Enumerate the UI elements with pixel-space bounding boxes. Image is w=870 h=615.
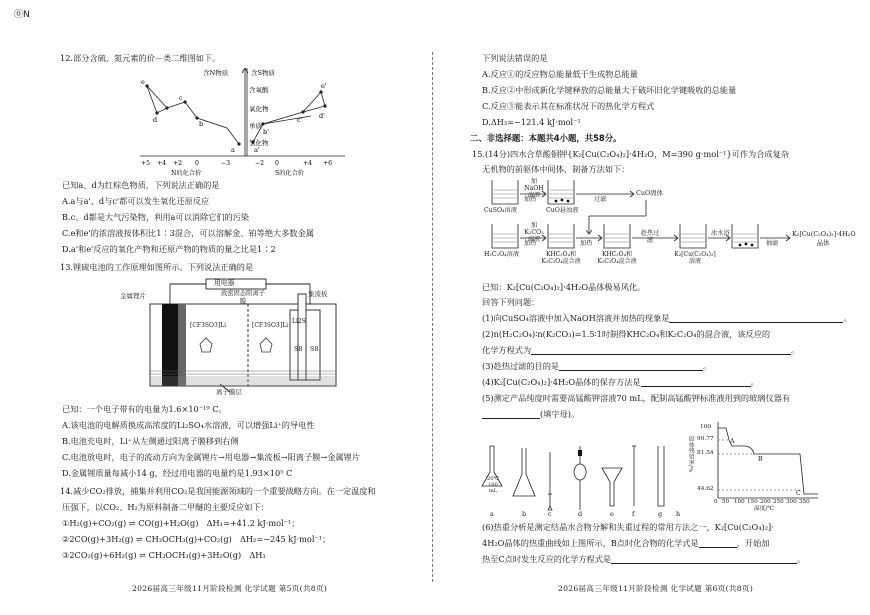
xlabel-n: N的化合价 [171,170,202,177]
membrane-label: 致密固态阳离子膜 [220,290,266,305]
svg-text:0: 0 [275,160,279,167]
page-divider [432,52,433,582]
ylabel-element: 单质 [249,122,262,130]
q12-option-d: D.a'和e'反应的氧化产物和还原产物的物质的量之比是1∶2 [62,244,276,254]
q15-part5-line1: (5)测定产品纯度时需要高锰酸钾溶液70 mL，配制高锰酸钾标准液用到的玻璃仪器有 [482,393,791,403]
q15-stem-2: 无机物的前驱体中间体，制备方法如下： [482,164,630,174]
point-d-prime: d' [319,112,325,120]
q15-part6-line3: 热至C点时发生反应的化学方程式是 。 [482,554,806,564]
q14-stem-1: 14.减少CO₂排放，捕集并利用CO₂是我国能源领域的一个重要战略方向。在一定温度和 [60,486,376,496]
section-2-heading: 二、非选择题：本题共4小题，共58分。 [470,133,622,143]
answer-blank-6a[interactable] [699,539,737,548]
ylabel-acid: 含氧酸 [249,86,269,94]
q14-option-d: D.ΔH₃=−121.4 kJ·mol⁻¹ [482,117,581,127]
tga-point-a: A [730,438,735,445]
q13-battery-diagram [120,276,380,398]
q15-part5-line2: (填字母)。 [482,409,579,419]
point-e: e [141,78,145,86]
point-d: d [153,116,158,124]
answer-blank-5[interactable] [482,410,540,419]
answer-blank-4[interactable] [641,378,751,387]
ylabel-hydride: 氢化物 [249,139,269,147]
svg-text:−2: −2 [255,160,265,167]
point-a: a [231,146,235,154]
q15-part1: (1)向CuSO₄溶液中加入NaOH溶液并加热的现象是 。 [482,313,852,323]
q14-reaction-3: ③2CO₂(g)+6H₂(g) ⇌ CH₃OCH₃(g)+3H₂O(g) ΔH₃ [62,550,266,560]
q14-reaction-1: ①H₂(g)+CO₂(g) ⇌ CO(g)+H₂O(g) ΔH₁=+41.2 kJ·mol⁻¹； [62,518,300,528]
svg-text:−3: −3 [221,160,231,167]
svg-text:+5: +5 [141,160,151,167]
right-footer: 2026届高三年级11月阶段检测 化学试题 第6页(共8页) [558,584,754,593]
q15-part4: (4)K₂[Cu(C₂O₄)₂]·4H₂O晶体的保存方法是 。 [482,377,759,387]
q15-flow-diagram: 加NaOH溶液 加热 过滤 CuO固体 CuSO₄溶液 CuO悬浊液 加K₂CO₃溶液 加热 加热 趁热过滤 冰水浴 抽滤 H₂C₂O₄溶液 KHC₂O₄和K₂C₂O₄混合液 KHC₂O₄和K₂C₂O₄混合液 K₂[Cu(C₂O₄)₂]溶液 K₂[Cu(C₂O₄)₂]·4H₂O晶体 [484,178,856,265]
q12-option-b: B.c、d都是大气污染物，利用a可以消除它们的污染 [62,212,250,222]
tga-point-c: C [796,490,801,497]
point-c-prime: c' [297,116,303,124]
s8-label-left: S8 [294,346,303,353]
point-b: b [199,120,204,128]
svg-text:+6: +6 [323,160,333,167]
answer-blank-3[interactable] [559,362,703,371]
flask-label: 20℃ 100 mL [487,476,499,494]
q14-stem-2: 压强下，以CO₂、H₂为原料制备二甲醚的主要反应如下： [62,502,269,512]
device-label: 用电器 [214,279,235,287]
left-footer: 2026届高三年级11月阶段检测 化学试题 第5页(共8页) [132,584,328,593]
electrolyte-label-right: [CF3SO3]Li [252,322,289,329]
q14-reaction-2: ②2CO(g)+3H₂(g) ⇌ CH₃OCH₃(g)+CO₂(g) ΔH₂=−245 kJ·mol⁻¹； [62,534,331,544]
q15-known: 已知：K₂[Cu(C₂O₄)₂]·4H₂O晶体极易风化。 [482,282,646,292]
tga-xlabel: 温度/℃ [754,506,775,512]
ylabel-s: 含S物质 [251,69,275,77]
s8-label-right: S8 [310,346,319,353]
q15-part6-line1: (6)热重分析是测定结晶水合物分解和失重过程的常用方法之一，K₂[Cu(C₂O₄)₂]· [482,522,774,532]
q12-valence-graph [135,64,350,180]
answer-blank-6b[interactable] [611,555,797,564]
q12-option-a: A.a与a'、d与c'都可以发生氧化还原反应 [62,196,210,206]
li2s-label: Li2S [292,318,306,325]
q12-stem: 12.部分含硫、氮元素的价－类二维图如下。 [60,53,221,63]
q15-part2-line1: (2)n(H₂C₂O₄)∶n(K₂CO₃)=1.5∶1时制得KHC₂O₄和K₂C₂O₄的混合液，该反应的 [482,329,771,339]
q13-intro: 已知：一个电子带有的电量为1.6×10⁻¹⁹ C。 [62,404,227,414]
q15-part3: (3)趁热过滤的目的是 。 [482,361,712,371]
point-b-prime: b' [263,128,269,136]
point-c: c [179,94,183,102]
ylabel-n: 含N物质 [203,69,229,77]
ylabel-oxide: 氧化物 [249,105,269,113]
svg-text:+2: +2 [173,160,183,167]
q14-option-a: A.反应①的反应物总能量低于生成物总能量 [482,69,638,79]
q13-option-c: C.电池放电时，电子的流动方向为金属锂片→用电器→集流板→阳离子膜→金属锂片 [62,452,361,462]
q15-stem-1: 15.(14分)四水合草酸铜钾{K₂[Cu(C₂O₄)₂]·4H₂O，M=390 g·mol⁻¹}可作为合成复杂 [472,149,789,159]
q12-intro: 已知a、d为红棕色物质，下列说法正确的是 [62,180,220,190]
tga-ylabel: 固体残留率/% [687,436,694,473]
q12-option-c: C.e和e'的浓溶液按体积比1∶3混合，可以溶解金、铂等绝大多数金属 [62,228,314,238]
corner-mark: ⓪N [14,10,30,20]
apparatus-row: 20℃ 100 mL a b c d e f g h [480,440,680,520]
q13-option-a: A.该电池的电解质换成高浓度的Li₂SO₄水溶液，可以增强Li⁺的导电性 [62,420,315,430]
point-a-prime: a' [254,146,260,154]
q15-ask: 回答下列问题： [482,297,540,307]
q13-stem: 13.锂硫电池的工作原理如图所示。下列说法正确的是 [60,262,254,272]
point-e-prime: e' [321,82,327,90]
tga-chart: 固体残留率/% 100 90.77 81.54 44.62 A B C 0 50 100 150 200 250 300 350 温度/℃ [684,420,824,512]
q15-part6-line2: 4H₂O晶体的热重曲线如上图所示，B点时化合物的化学式是 ，开始加 [482,538,770,548]
electrolyte-label-left: [CF3SO3]Li [190,322,227,329]
q14-cont-intro: 下列说法错误的是 [482,53,548,63]
svg-text:+4: +4 [303,160,313,167]
svg-text:0: 0 [195,160,199,167]
svg-text:+4: +4 [157,160,167,167]
lithium-electrode-label: 金属锂片 [120,292,146,300]
xlabel-s: S的化合价 [275,170,304,177]
collector-label: 集流板 [308,290,328,298]
tga-point-b: B [758,456,763,463]
q15-part2-line2: 化学方程式为 。 [482,345,800,355]
answer-blank-2[interactable] [531,346,791,355]
q14-option-c: C.反应③能表示其在标准状况下的热化学方程式 [482,101,655,111]
q13-option-d: D.金属锂质量每减小14 g，经过用电器的电量约是1.93×10⁵ C [62,468,293,478]
q14-option-b: B.反应②中形成新化学键释放的总能量大于破坏旧化学键吸收的总能量 [482,85,737,95]
ion-membrane-label: 离子膜层 [216,388,242,396]
q13-option-b: B.电池充电时，Li⁺从左侧通过阳离子膜移到右侧 [62,436,239,446]
answer-blank-1[interactable] [669,314,843,323]
